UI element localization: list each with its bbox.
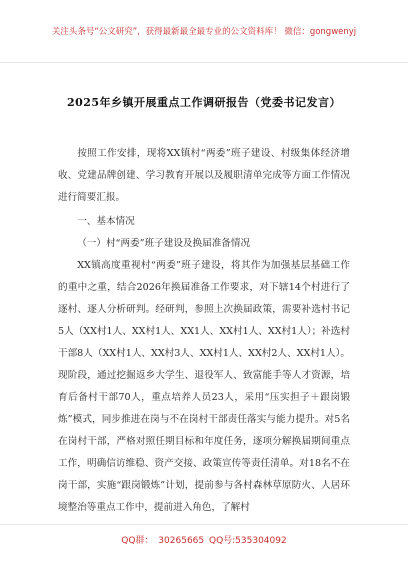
document-title: 2025年乡镇开展重点工作调研报告（党委书记发言）: [66, 96, 342, 109]
section-1-heading: 一、基本情况: [77, 216, 135, 227]
footer-divider: [0, 524, 408, 525]
section-heading-block: [58, 211, 350, 233]
body-paragraph-block: [58, 255, 350, 519]
intro-paragraph: 按照工作安排，现将XX镇村“两委”班子建设、村级集体经济增收、党建品牌创建、学习教育开展以及履职清单完成等方面工作情况进行简要汇报。: [58, 148, 350, 203]
header-promo-text: 关注头条号“公文研究”，获得最新最全最专业的公文资料库！ 微信：gongwenyj: [51, 27, 357, 37]
subsection-heading-block: [58, 233, 350, 255]
body-paragraph-2: XX镇高度重视村“两委”班子建设，将其作为加强基层基础工作的重中之重，结合2026年换届准备工作要求，对下辖14个村进行了逐村、逐人分析研判。经研判，参照上次换届政策，需要补选村书记5人（XX村1人、XX村1人、XX1人、XX村1人、XX村1人）；补选村干部8人（XX村1人、XX村3人、XX村1人、XX村2人、XX村1人）。现阶段，通过挖掘返乡大学生、退役军人、致富能手等人才资源，培育后备村干部70人，重点培养人员23人，采用“压实担子＋跟岗锻炼”模式，同步推进在岗与不在岗村干部责任落实与能力提升。对5名在岗村干部，严格对照任期目标和年度任务，逐项分解换届期间重点工作，明确信访维稳、资产交接、政策宣传等责任清单。对18名不在岗干部，实施“跟岗锻炼”计划，提前参与各村森林草原防火、人居环境整治等重点工作中，提前进入角色，了解村: [58, 260, 350, 513]
intro-paragraph-block: [58, 143, 350, 209]
subsection-1-heading: （一）村“两委”班子建设及换届准备情况: [77, 238, 251, 249]
footer-contact-text: QQ群： 30265665 QQ号:535304092: [121, 536, 287, 546]
